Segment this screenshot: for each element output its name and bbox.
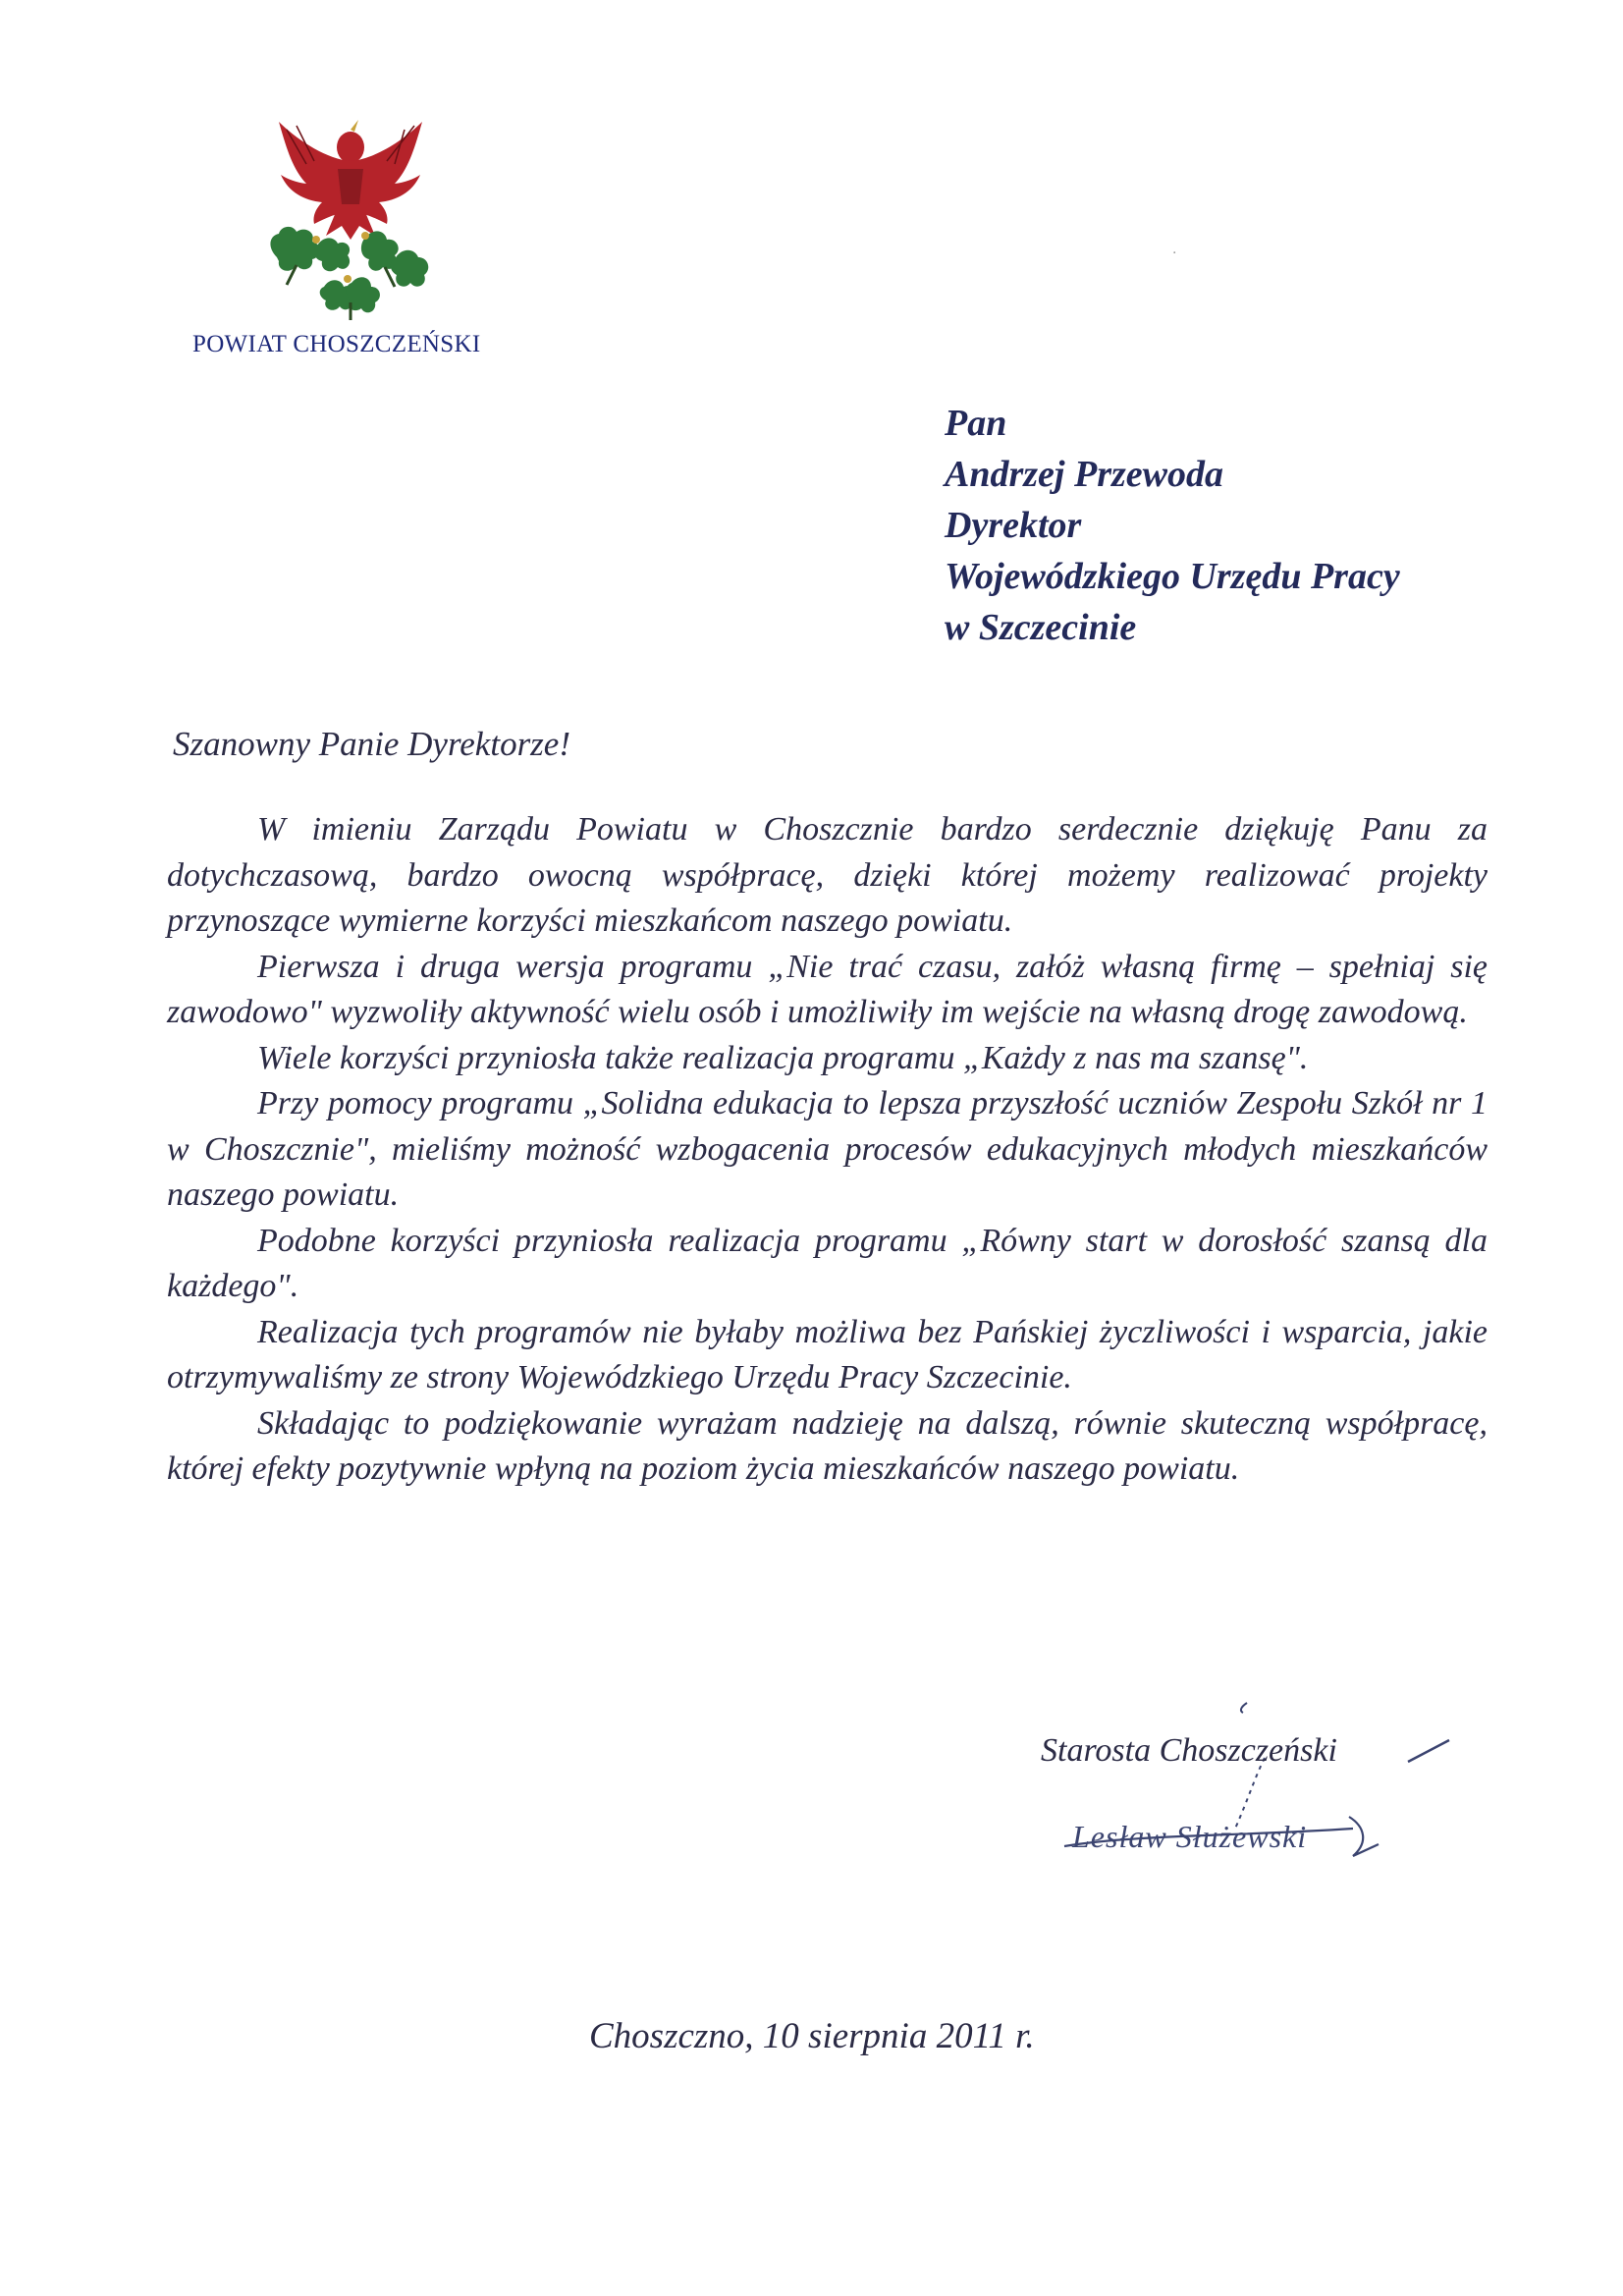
recipient-line: Dyrektor <box>945 505 1082 546</box>
scan-artifact: · <box>1172 246 1177 261</box>
recipient-line: Pan <box>945 403 1007 444</box>
recipient-line: Andrzej Przewoda <box>945 454 1223 495</box>
salutation: Szanowny Panie Dyrektorze! <box>173 725 570 763</box>
body-paragraph: Przy pomocy programu „Solidna edukacja to lepsza przyszłość uczniów Zespołu Szkół nr 1 w Choszcznie", mieliśmy możność wzbogacenia procesów edukacyjnych młodych mieszkańców naszego powiatu. <box>167 1085 1488 1213</box>
signature-name: Lesław Służewski <box>1072 1819 1308 1854</box>
coat-of-arms-icon <box>257 110 444 321</box>
body-paragraph: Wiele korzyści przyniosła także realizacja programu „Każdy z nas ma szansę". <box>257 1039 1309 1076</box>
tick-mark-icon <box>1404 1736 1453 1766</box>
recipient-line: Wojewódzkiego Urzędu Pracy <box>945 556 1400 597</box>
organization-name: POWIAT CHOSZCZEŃSKI <box>192 331 481 357</box>
body-paragraph: Podobne korzyści przyniosła realizacja programu „Równy start w dorosłość szansą dla każdego". <box>167 1222 1488 1304</box>
recipient-address <box>945 398 1400 653</box>
place-and-date: Choszczno, 10 sierpnia 2011 r. <box>589 2016 1035 2056</box>
body-paragraph: Realizacja tych programów nie byłaby możliwa bez Pańskiej życzliwości i wsparcia, jakie otrzymywaliśmy ze strony Wojewódzkiego Urzędu Pracy Szczecinie. <box>167 1313 1488 1395</box>
body-paragraph: Składając to podziękowanie wyrażam nadzieję na dalszą, równie skuteczną współpracę, której efekty pozytywnie wpłyną na poziom życia mieszkańców naszego powiatu. <box>167 1404 1488 1487</box>
body-paragraph: W imieniu Zarządu Powiatu w Choszcznie bardzo serdecznie dziękuję Panu za dotychczasową, bardzo owocną współpracę, dzięki której możemy realizować projekty przynoszące wymierne korzyści mieszkańcom naszego powiatu. <box>167 811 1488 939</box>
signature-strike-icon <box>1058 1807 1382 1866</box>
signature-title: Starosta Choszczeński <box>1041 1732 1337 1769</box>
recipient-line: w Szczecinie <box>945 607 1137 648</box>
body-paragraph: Pierwsza i druga wersja programu „Nie trać czasu, załóż własną firmę – spełniaj się zawodowo" wyzwoliły aktywność wielu osób i umożliwiły im wejście na własną drogę zawodową. <box>167 948 1488 1030</box>
letter-body <box>167 807 1488 1493</box>
